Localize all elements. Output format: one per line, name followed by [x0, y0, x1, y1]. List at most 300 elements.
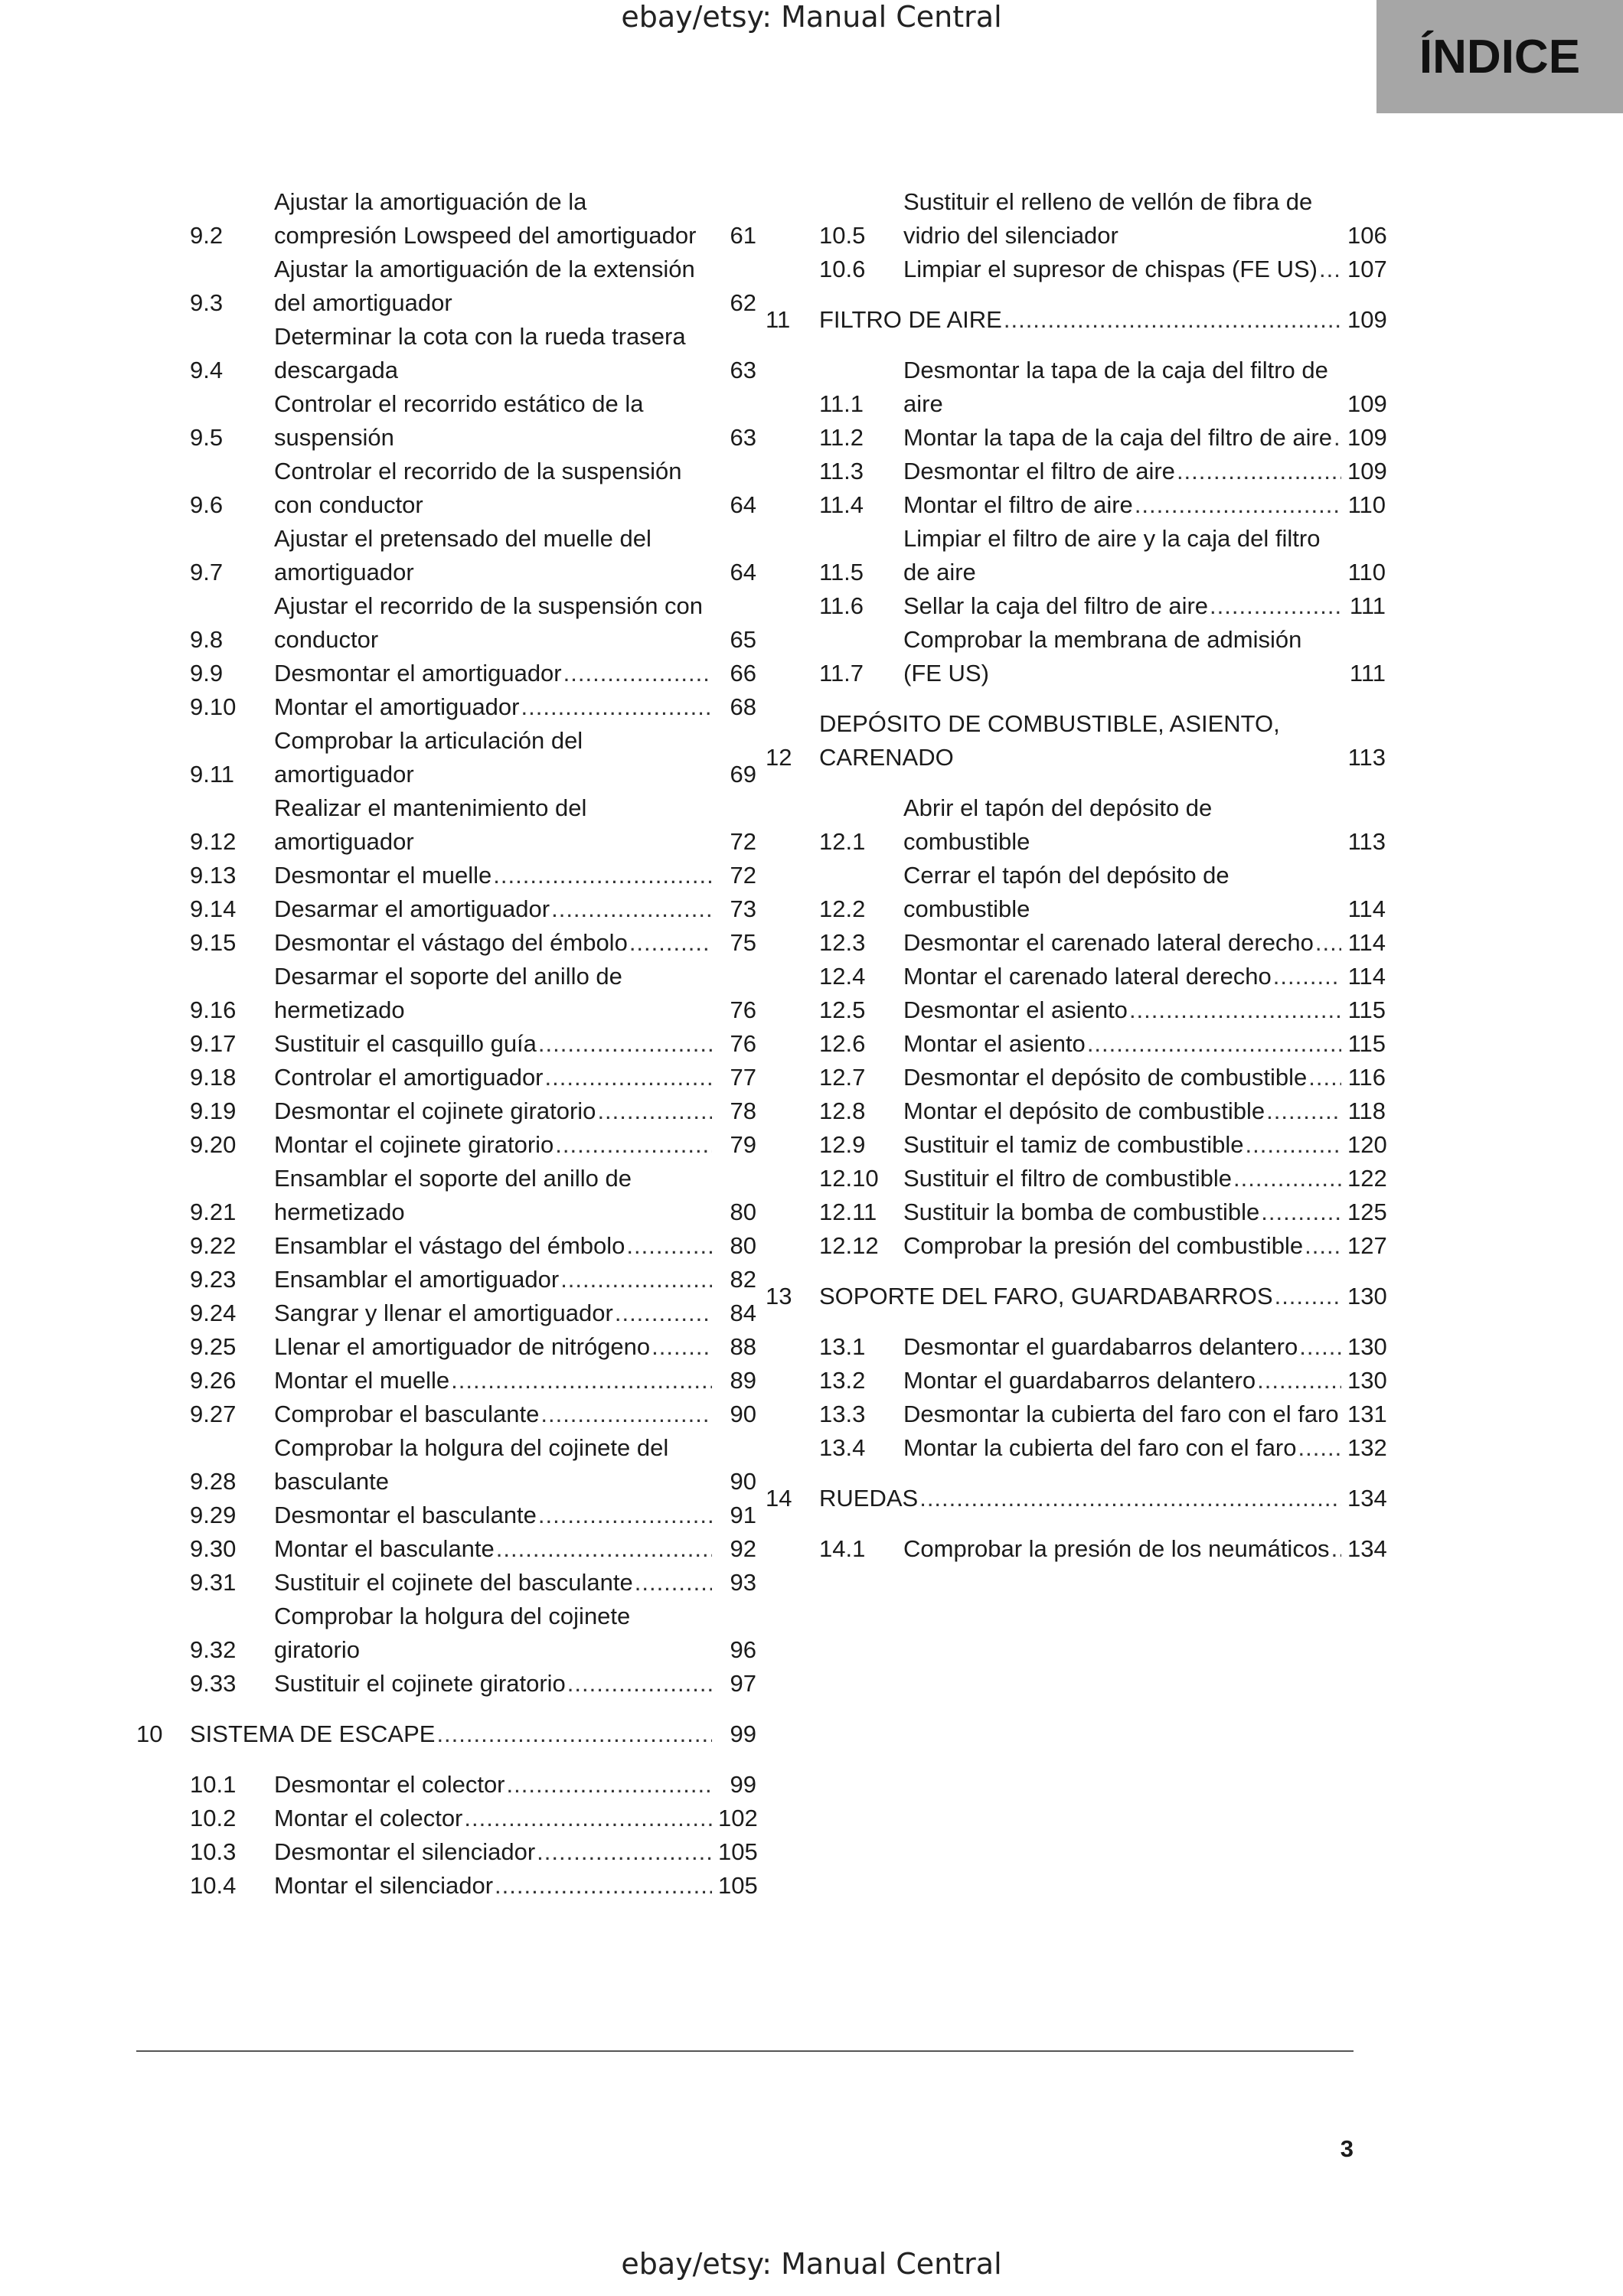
toc-entry-page: 72	[730, 862, 756, 889]
toc-entry	[766, 1094, 1386, 1128]
toc-entry-title-wrap	[274, 1128, 718, 1162]
toc-entry-title-wrap	[274, 1364, 718, 1397]
toc-entry-number: 12.5	[819, 996, 866, 1023]
toc-entry-page: 131	[1347, 1401, 1387, 1427]
toc-entry-title-wrap	[903, 993, 1347, 1027]
toc-entry	[136, 859, 756, 892]
toc-entry-title: Sustituir el relleno de vellón de fibra de vidrio del silenciador	[903, 188, 1313, 249]
toc-entry-title-wrap	[274, 1061, 718, 1094]
toc-entry-page: 122	[1347, 1165, 1387, 1192]
toc-entry-page: 76	[730, 996, 756, 1023]
toc-entry	[136, 455, 756, 522]
toc-entry-number: 9.12	[190, 828, 237, 855]
toc-entry-number: 13.1	[819, 1333, 866, 1360]
toc-entry-title: Montar el carenado lateral derecho	[903, 963, 1272, 990]
toc-entry-title-wrap	[274, 1397, 718, 1431]
toc-entry	[136, 522, 756, 589]
toc-entry-title: Sustituir el filtro de combustible	[903, 1165, 1233, 1192]
toc-entry-title-wrap	[903, 859, 1347, 926]
toc-entry-title-wrap	[274, 892, 718, 926]
toc-entry	[766, 1397, 1386, 1431]
toc-entry-number: 9.4	[190, 357, 224, 383]
toc-entry-number: 9.24	[190, 1300, 237, 1326]
toc-entry	[136, 1600, 756, 1667]
toc-entry-title: Montar el basculante	[274, 1535, 495, 1562]
toc-entry-number: 12.1	[819, 828, 866, 855]
toc-entry-page: 64	[730, 559, 756, 585]
toc-leader-dots	[1177, 455, 1341, 488]
toc-entry-number: 11.5	[819, 559, 864, 585]
toc-entry-number: 9.22	[190, 1232, 237, 1259]
toc-entry-number: 10.5	[819, 222, 866, 249]
toc-leader-dots	[540, 1397, 712, 1431]
toc-entry-title: Montar el depósito de combustible	[903, 1097, 1265, 1124]
toc-entry-title-wrap	[819, 1280, 1347, 1313]
toc-entry-page: 111	[1349, 660, 1386, 687]
toc-entry-title: Sustituir el cojinete giratorio	[274, 1670, 566, 1697]
toc-leader-dots	[451, 1364, 712, 1397]
toc-entry-page: 113	[1347, 828, 1386, 855]
toc-leader-dots	[1334, 421, 1341, 455]
toc-leader-dots	[507, 1768, 712, 1802]
toc-chapter-entry	[766, 303, 1386, 337]
toc-entry-title-wrap	[274, 1431, 718, 1499]
toc-entry-title-wrap	[274, 960, 718, 1027]
toc-entry-title: DEPÓSITO DE COMBUSTIBLE, ASIENTO, CARENADO	[819, 710, 1280, 771]
toc-entry-page: 69	[730, 761, 756, 788]
toc-entry	[766, 1061, 1386, 1094]
toc-entry	[766, 522, 1386, 589]
toc-entry-title-wrap	[274, 1802, 718, 1835]
toc-entry	[136, 1296, 756, 1330]
toc-entry-number: 14	[766, 1485, 792, 1512]
toc-entry	[136, 1162, 756, 1229]
toc-entry-title-wrap	[903, 960, 1347, 993]
toc-entry-title-wrap	[274, 1229, 718, 1263]
toc-entry-page: 80	[730, 1232, 756, 1259]
toc-leader-dots	[651, 1330, 712, 1364]
toc-entry	[136, 1802, 756, 1835]
toc-entry-title-wrap	[903, 1364, 1347, 1397]
toc-leader-dots	[560, 1263, 712, 1296]
toc-entry	[766, 421, 1386, 455]
toc-entry-page: 73	[730, 895, 756, 922]
toc-entry-title-wrap	[274, 1768, 718, 1802]
toc-leader-dots	[1273, 960, 1341, 993]
toc-entry-number: 13.4	[819, 1434, 866, 1461]
toc-entry-page: 102	[718, 1805, 758, 1831]
toc-leader-dots	[1129, 993, 1341, 1027]
toc-leader-dots	[464, 1802, 712, 1835]
toc-entry-page: 63	[730, 424, 756, 451]
toc-entry-title-wrap	[903, 926, 1347, 960]
toc-entry-title: Montar el filtro de aire	[903, 491, 1133, 518]
toc-entry-title: Desmontar el asiento	[903, 996, 1128, 1023]
toc-leader-dots	[1210, 589, 1341, 623]
toc-entry-title: FILTRO DE AIRE	[819, 306, 1002, 333]
toc-entry-title: Controlar el recorrido de la suspensión con conductor	[274, 458, 682, 518]
toc-entry-number: 9.30	[190, 1535, 237, 1562]
toc-entry	[136, 1094, 756, 1128]
toc-entry-number: 11.2	[819, 424, 864, 451]
toc-entry-title-wrap	[903, 1027, 1347, 1061]
toc-entry-number: 9.15	[190, 929, 237, 956]
toc-entry-title-wrap	[903, 1162, 1347, 1195]
toc-entry-page: 130	[1347, 1283, 1387, 1309]
toc-entry-title: Comprobar la membrana de admisión (FE US)	[903, 626, 1302, 687]
toc-entry-page: 62	[730, 289, 756, 316]
toc-entry	[136, 926, 756, 960]
toc-entry	[136, 960, 756, 1027]
toc-entry-page: 106	[1347, 222, 1387, 249]
toc-leader-dots	[436, 1717, 712, 1751]
toc-entry-title: Sustituir la bomba de combustible	[903, 1199, 1260, 1225]
toc-entry-page: 115	[1347, 1030, 1386, 1057]
toc-entry-title: Desmontar la tapa de la caja del filtro de aire	[903, 357, 1328, 417]
toc-entry-title-wrap	[274, 1869, 718, 1903]
toc-entry	[136, 387, 756, 455]
toc-entry-page: 64	[730, 491, 756, 518]
toc-entry-page: 130	[1347, 1367, 1387, 1394]
toc-chapter-entry	[766, 707, 1386, 775]
toc-entry-page: 111	[1349, 592, 1386, 619]
toc-leader-dots	[1331, 1532, 1341, 1566]
toc-entry-title-wrap	[274, 1094, 718, 1128]
toc-entry-title: Abrir el tapón del depósito de combustible	[903, 794, 1213, 855]
toc-leader-dots	[567, 1667, 712, 1701]
toc-entry-title: Realizar el mantenimiento del amortiguador	[274, 794, 587, 855]
toc-entry-title: Montar el guardabarros delantero	[903, 1367, 1256, 1394]
toc-entry-number: 10.6	[819, 256, 866, 282]
toc-entry-title: Cerrar el tapón del depósito de combustible	[903, 862, 1229, 922]
toc-entry	[136, 1364, 756, 1397]
toc-leader-dots	[521, 690, 713, 724]
toc-entry	[136, 320, 756, 387]
toc-entry-title-wrap	[903, 1330, 1347, 1364]
toc-entry	[136, 791, 756, 859]
toc-entry-title: Comprobar la presión del combustible	[903, 1232, 1304, 1259]
toc-entry-page: 132	[1347, 1434, 1387, 1461]
toc-entry-number: 14.1	[819, 1535, 866, 1562]
toc-leader-dots	[1315, 926, 1341, 960]
toc-entry-page: 78	[730, 1097, 756, 1124]
toc-entry-number: 12.6	[819, 1030, 866, 1057]
toc-entry-title: Limpiar el filtro de aire y la caja del filtro de aire	[903, 525, 1321, 585]
toc-leader-dots	[615, 1296, 712, 1330]
toc-leader-dots	[1305, 1229, 1341, 1263]
toc-entry-page: 99	[730, 1771, 756, 1798]
toc-entry-number: 9.23	[190, 1266, 237, 1293]
toc-entry-page: 134	[1347, 1485, 1387, 1512]
toc-entry-number: 10.1	[190, 1771, 237, 1798]
toc-entry-title-wrap	[903, 1195, 1347, 1229]
toc-entry	[766, 623, 1386, 690]
toc-entry-number: 9.5	[190, 424, 224, 451]
toc-entry-number: 9.32	[190, 1636, 237, 1663]
toc-entry-title-wrap	[903, 791, 1347, 859]
toc-entry-title: Desmontar el filtro de aire	[903, 458, 1175, 484]
toc-entry-title: Desmontar el silenciador	[274, 1838, 536, 1865]
toc-entry-title-wrap	[903, 1397, 1347, 1431]
toc-leader-dots	[537, 1835, 712, 1869]
toc-leader-dots	[1135, 488, 1341, 522]
toc-entry-title: Montar el asiento	[903, 1030, 1086, 1057]
toc-leader-dots	[555, 1128, 712, 1162]
toc-entry-page: 77	[730, 1064, 756, 1091]
toc-entry-title-wrap	[274, 1499, 718, 1532]
toc-entry	[766, 1431, 1386, 1465]
toc-entry-page: 114	[1347, 895, 1386, 922]
toc-entry	[766, 1364, 1386, 1397]
toc-entry	[766, 185, 1386, 253]
toc-entry-page: 66	[730, 660, 756, 687]
toc-entry-number: 11.4	[819, 491, 864, 518]
toc-entry-title-wrap	[274, 1162, 718, 1229]
toc-entry-page: 79	[730, 1131, 756, 1158]
toc-entry	[136, 1263, 756, 1296]
toc-entry-number: 10.3	[190, 1838, 237, 1865]
toc-entry-title: Montar el colector	[274, 1805, 463, 1831]
toc-entry-number: 9.33	[190, 1670, 237, 1697]
toc-entry-page: 116	[1347, 1064, 1386, 1091]
toc-entry-page: 109	[1347, 390, 1387, 417]
toc-leader-dots	[551, 892, 712, 926]
toc-entry-title: Determinar la cota con la rueda trasera descargada	[274, 323, 686, 383]
toc-entry-title: Comprobar la presión de los neumáticos	[903, 1535, 1330, 1562]
toc-entry-number: 9.11	[190, 761, 235, 788]
toc-entry-title: Desmontar el amortiguador	[274, 660, 562, 687]
toc-entry-title-wrap	[903, 1229, 1347, 1263]
toc-entry-title: Ajustar la amortiguación de la extensión del amortiguador	[274, 256, 695, 316]
toc-entry	[766, 253, 1386, 286]
toc-entry-page: 89	[730, 1367, 756, 1394]
toc-entry-title-wrap	[819, 707, 1347, 775]
toc-entry-title-wrap	[274, 320, 718, 387]
toc-leader-dots	[1298, 1431, 1342, 1465]
toc-entry-number: 10	[136, 1720, 163, 1747]
toc-leader-dots	[493, 859, 712, 892]
toc-entry-page: 113	[1347, 744, 1386, 771]
toc-entry-page: 130	[1347, 1333, 1387, 1360]
toc-entry-page: 125	[1347, 1199, 1387, 1225]
toc-leader-dots	[1004, 303, 1341, 337]
toc-entry	[136, 589, 756, 657]
toc-entry-title-wrap	[903, 455, 1347, 488]
toc-entry-page: 88	[730, 1333, 756, 1360]
toc-entry	[136, 1667, 756, 1701]
toc-entry-page: 118	[1347, 1097, 1386, 1124]
toc-entry-title-wrap	[819, 303, 1347, 337]
toc-leader-dots	[496, 1532, 712, 1566]
toc-entry-title-wrap	[903, 253, 1347, 286]
toc-entry-title-wrap	[274, 1566, 718, 1600]
toc-entry	[766, 1162, 1386, 1195]
toc-entry-number: 12.10	[819, 1165, 879, 1192]
toc-entry-title-wrap	[274, 1667, 718, 1701]
toc-leader-dots	[919, 1482, 1341, 1515]
toc-entry-number: 9.10	[190, 693, 237, 720]
toc-entry-number: 11.1	[819, 390, 864, 417]
toc-entry	[766, 1532, 1386, 1566]
toc-entry-title-wrap	[274, 455, 718, 522]
toc-entry-title: Comprobar la articulación del amortiguador	[274, 727, 583, 788]
toc-entry-title-wrap	[819, 1482, 1347, 1515]
toc-entry-number: 12.12	[819, 1232, 879, 1259]
toc-entry	[766, 1128, 1386, 1162]
toc-entry-page: 110	[1347, 559, 1386, 585]
toc-entry-title-wrap	[274, 185, 718, 253]
toc-entry-number: 11	[766, 306, 791, 333]
toc-entry-page: 109	[1347, 306, 1387, 333]
toc-leader-dots	[495, 1869, 712, 1903]
toc-entry-title: Sellar la caja del filtro de aire	[903, 592, 1209, 619]
toc-entry-title: Limpiar el supresor de chispas (FE US)	[903, 256, 1318, 282]
toc-leader-dots	[1233, 1162, 1341, 1195]
toc-leader-dots	[1275, 1280, 1341, 1313]
toc-entry	[766, 791, 1386, 859]
toc-entry	[136, 1330, 756, 1364]
toc-leader-dots	[1308, 1061, 1341, 1094]
toc-entry-title: Controlar el recorrido estático de la suspensión	[274, 390, 644, 451]
toc-entry-title-wrap	[903, 421, 1347, 455]
toc-entry-title: Comprobar la holgura del cojinete del basculante	[274, 1434, 669, 1495]
toc-entry	[766, 1027, 1386, 1061]
toc-entry-page: 97	[730, 1670, 756, 1697]
toc-entry	[136, 1532, 756, 1566]
toc-entry-number: 12.7	[819, 1064, 866, 1091]
toc-entry-number: 9.21	[190, 1199, 237, 1225]
toc-entry-title: RUEDAS	[819, 1485, 919, 1512]
toc-entry	[136, 185, 756, 253]
toc-entry-title-wrap	[274, 690, 718, 724]
toc-entry	[136, 690, 756, 724]
toc-entry	[136, 1499, 756, 1532]
toc-leader-dots	[1261, 1195, 1341, 1229]
toc-entry-title: Montar el silenciador	[274, 1872, 494, 1899]
toc-entry	[136, 1027, 756, 1061]
toc-entry-page: 107	[1347, 256, 1387, 282]
toc-entry	[136, 1431, 756, 1499]
toc-entry-page: 90	[730, 1401, 756, 1427]
toc-entry	[136, 1566, 756, 1600]
toc-entry	[766, 926, 1386, 960]
toc-entry-title: SISTEMA DE ESCAPE	[190, 1720, 436, 1747]
toc-entry-number: 9.17	[190, 1030, 237, 1057]
toc-leader-dots	[538, 1027, 712, 1061]
toc-entry-page: 115	[1347, 996, 1386, 1023]
toc-entry-title-wrap	[903, 185, 1347, 253]
toc-entry-page: 114	[1347, 963, 1386, 990]
toc-entry-title-wrap	[274, 387, 718, 455]
toc-entry-title: Desmontar el muelle	[274, 862, 492, 889]
toc-entry-number: 9.31	[190, 1569, 237, 1596]
toc-entry	[136, 1869, 756, 1903]
toc-entry-number: 9.2	[190, 222, 224, 249]
toc-entry-page: 96	[730, 1636, 756, 1663]
toc-entry-title-wrap	[274, 1835, 718, 1869]
toc-entry-number: 9.25	[190, 1333, 237, 1360]
toc-entry-title: Ensamblar el soporte del anillo de hermetizado	[274, 1165, 632, 1225]
toc-entry-number: 13.2	[819, 1367, 866, 1394]
toc-entry-title: Desmontar el cojinete giratorio	[274, 1097, 596, 1124]
toc-entry-number: 9.3	[190, 289, 224, 316]
toc-entry	[136, 1397, 756, 1431]
toc-entry-title-wrap	[903, 522, 1347, 589]
toc-entry-page: 110	[1347, 491, 1386, 518]
toc-entry-title-wrap	[190, 1717, 718, 1751]
toc-entry-page: 63	[730, 357, 756, 383]
toc-entry-title-wrap	[903, 1061, 1347, 1094]
toc-entry	[136, 892, 756, 926]
toc-entry-page: 93	[730, 1569, 756, 1596]
toc-entry-page: 109	[1347, 424, 1387, 451]
toc-entry-title: Desarmar el amortiguador	[274, 895, 550, 922]
toc-entry-title-wrap	[274, 657, 718, 690]
toc-entry-page: 61	[730, 222, 756, 249]
toc-entry-title-wrap	[274, 859, 718, 892]
toc-entry-title: Comprobar la holgura del cojinete giratorio	[274, 1603, 631, 1663]
toc-entry-title-wrap	[274, 1532, 718, 1566]
toc-entry	[766, 1195, 1386, 1229]
toc-entry-number: 12.9	[819, 1131, 866, 1158]
toc-entry-title: Montar la tapa de la caja del filtro de aire	[903, 424, 1333, 451]
toc-chapter-entry	[136, 1717, 756, 1751]
toc-leader-dots	[1266, 1094, 1341, 1128]
toc-entry-number: 12.8	[819, 1097, 866, 1124]
toc-entry-title-wrap	[903, 354, 1347, 421]
toc-leader-dots	[1257, 1364, 1341, 1397]
toc-entry-title: Montar la cubierta del faro con el faro	[903, 1434, 1297, 1461]
toc-entry	[136, 1768, 756, 1802]
page-number: 3	[1340, 2135, 1354, 2162]
toc-entry	[136, 1128, 756, 1162]
toc-entry-title-wrap	[903, 488, 1347, 522]
toc-entry	[766, 354, 1386, 421]
toc-leader-dots	[635, 1566, 712, 1600]
toc-entry-title-wrap	[903, 589, 1347, 623]
toc-entry-number: 12	[766, 744, 792, 771]
toc-leader-dots	[563, 657, 712, 690]
toc-entry	[136, 1835, 756, 1869]
toc-entry-page: 99	[730, 1720, 756, 1747]
toc-entry-title: Desmontar el carenado lateral derecho	[903, 929, 1314, 956]
toc-entry	[766, 859, 1386, 926]
toc-entry-title-wrap	[274, 1027, 718, 1061]
toc-entry-title-wrap	[903, 1128, 1347, 1162]
toc-entry-number: 9.8	[190, 626, 224, 653]
toc-entry-page: 76	[730, 1030, 756, 1057]
toc-entry-title: Llenar el amortiguador de nitrógeno	[274, 1333, 651, 1360]
toc-leader-dots	[597, 1094, 712, 1128]
toc-entry	[766, 1330, 1386, 1364]
toc-entry-title-wrap	[274, 1296, 718, 1330]
toc-entry-page: 72	[730, 828, 756, 855]
toc-entry-number: 13.3	[819, 1401, 866, 1427]
toc-entry-title: Montar el amortiguador	[274, 693, 520, 720]
toc-entry	[766, 455, 1386, 488]
toc-entry	[136, 657, 756, 690]
toc-entry-title: Desmontar el basculante	[274, 1502, 537, 1528]
footer-divider	[136, 2050, 1354, 2052]
toc-entry-page: 105	[718, 1872, 758, 1899]
toc-entry	[766, 993, 1386, 1027]
toc-entry-page: 80	[730, 1199, 756, 1225]
toc-entry-number: 9.26	[190, 1367, 237, 1394]
toc-entry-number: 9.20	[190, 1131, 237, 1158]
toc-entry-number: 12.11	[819, 1199, 877, 1225]
section-tab-indice: ÍNDICE	[1376, 0, 1623, 113]
toc-entry-title-wrap	[274, 589, 718, 657]
